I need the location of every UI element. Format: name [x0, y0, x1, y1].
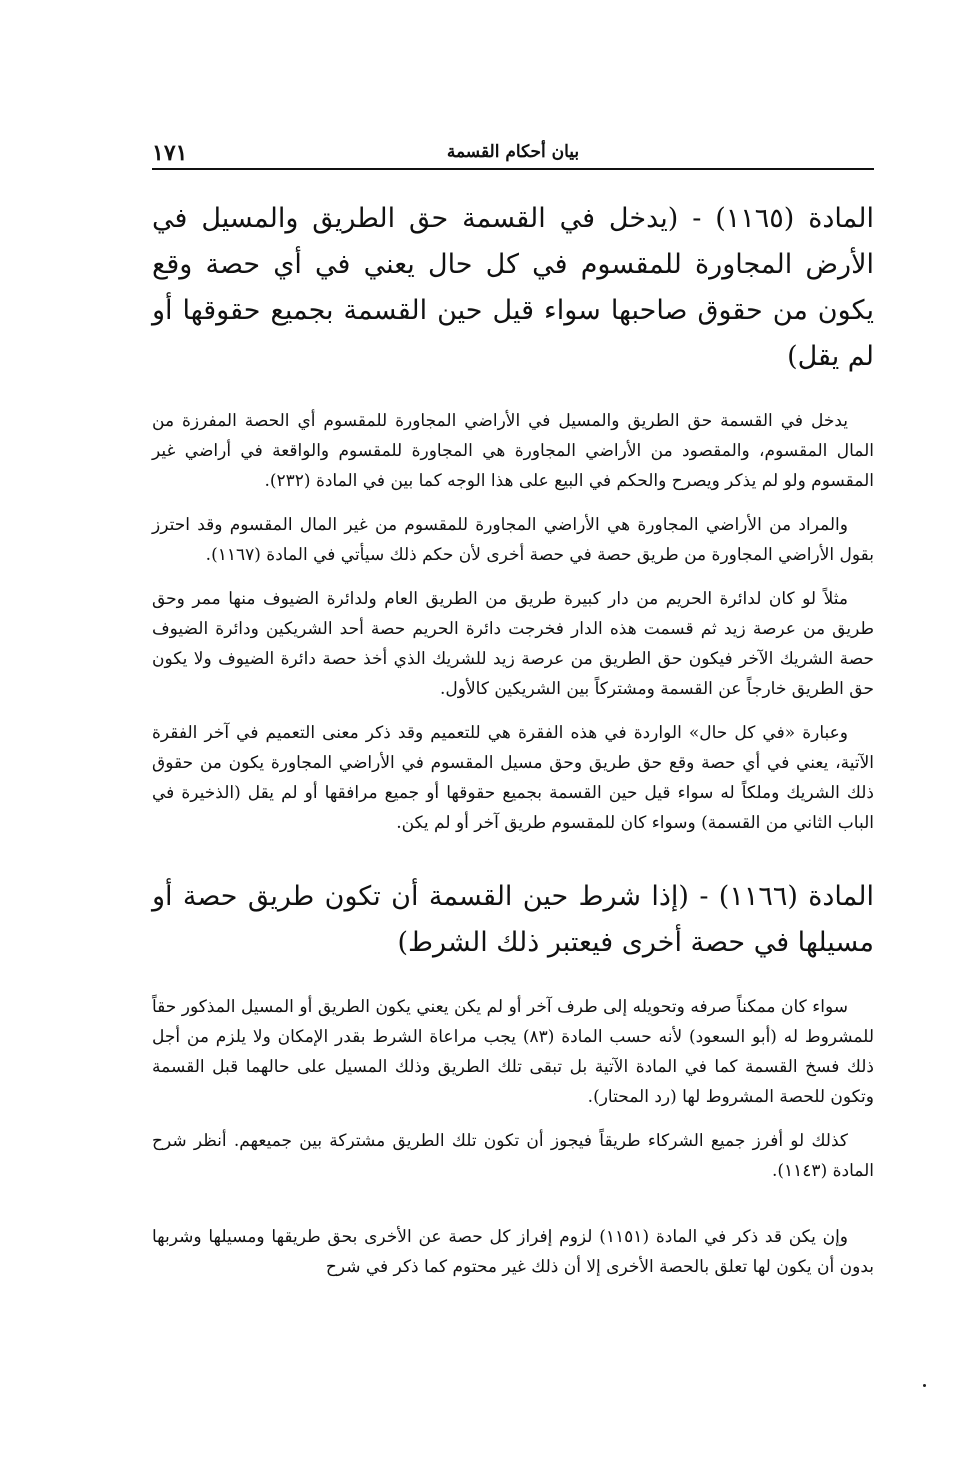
page-header [152, 138, 874, 170]
paragraph: وعبارة «في كل حال» الواردة في هذه الفقرة هي للتعميم وقد ذكر معنى التعميم في آخر الفقرة الآتية، يعني في أي حصة وقع حق طريق وحق مسيل المقسوم في الأراضي المجاورة يكون من حقوق ذلك الشريك وملكاً له سواء قيل حين القسمة بجميع حقوقها أو جميع مرافقها أو لم يقل (الذخيرة في الباب الثاني من القسمة) وسواء كان للمقسوم طريق آخر أو لم يكن. [152, 723, 874, 833]
paragraph: يدخل في القسمة حق الطريق والمسيل في الأراضي المجاورة للمقسوم أي الحصة المفرزة من المال المقسوم، والمقصود من الأراضي المجاورة هي المجاورة للمقسوم والواقعة في أراضي غير المقسوم ولو لم يذكر ويصرح والحكم في البيع على هذا الوجه كما بين في المادة (٢٣٢). [152, 411, 874, 491]
article-1165-heading: المادة (١١٦٥) - (يدخل في القسمة حق الطريق والمسيل في الأرض المجاورة للمقسوم في كل حال يعني في أي حصة وقع يكون من حقوق صاحبها سواء قيل حين القسمة بجميع حقوقها أو لم يقل) [152, 203, 874, 372]
page-body [152, 196, 874, 1296]
paragraph: وإن يكن قد ذكر في المادة (١١٥١) لزوم إفراز كل حصة عن الأخرى بحق طريقها ومسيلها وشربها بدون أن يكون لها تعلق بالحصة الأخرى إلا أن ذلك غير محتوم كما ذكر في شرح [152, 1227, 874, 1277]
paragraph: كذلك لو أفرز جميع الشركاء طريقاً فيجوز أن تكون تلك الطريق مشتركة بين جميعهم. أنظر شرح المادة (١١٤٣). [152, 1131, 874, 1181]
stray-mark [923, 1384, 926, 1387]
paragraph: سواء كان ممكناً صرفه وتحويله إلى طرف آخر أو لم يكن يعني يكون الطريق أو المسيل المذكور حقاً للمشروط له (أبو السعود) لأنه حسب المادة (٨٣) يجب مراعاة الشرط بقدر الإمكان ولا يلزم من أجل ذلك فسخ القسمة كما في المادة الآتية بل تبقى تلك الطريق وذلك المسيل على حالهما قبل القسمة وتكون للحصة المشروط لها (رد المحتار). [152, 997, 874, 1107]
paragraph: والمراد من الأراضي المجاورة هي الأراضي المجاورة للمقسوم من غير المال المقسوم وقد احترز بقول الأراضي المجاورة من طريق حصة في حصة أخرى لأن حكم ذلك سيأتي في المادة (١١٦٧). [152, 515, 874, 565]
running-title: بيان أحكام القسمة [446, 142, 580, 162]
page-number: ١٧١ [152, 140, 188, 166]
paragraph: مثلاً لو كان لدائرة الحريم من دار كبيرة طريق من الطريق العام ولدائرة الضيوف منها ممر وحق طريق من عرصة زيد ثم قسمت هذه الدار فخرجت دائرة الحريم حصة أحد الشريكين ودائرة الضيوف حصة الشريك الآخر فيكون حق الطريق من عرصة زيد للشريك الذي أخذ حصة دائرة الضيوف ولا يكون حق الطريق خارجاً عن القسمة ومشتركاً بين الشريكين كالأول. [152, 589, 874, 699]
article-1166-heading: المادة (١١٦٦) - (إذا شرط حين القسمة أن تكون طريق حصة أو مسيلها في حصة أخرى فيعتبر ذلك الشرط) [152, 881, 874, 958]
